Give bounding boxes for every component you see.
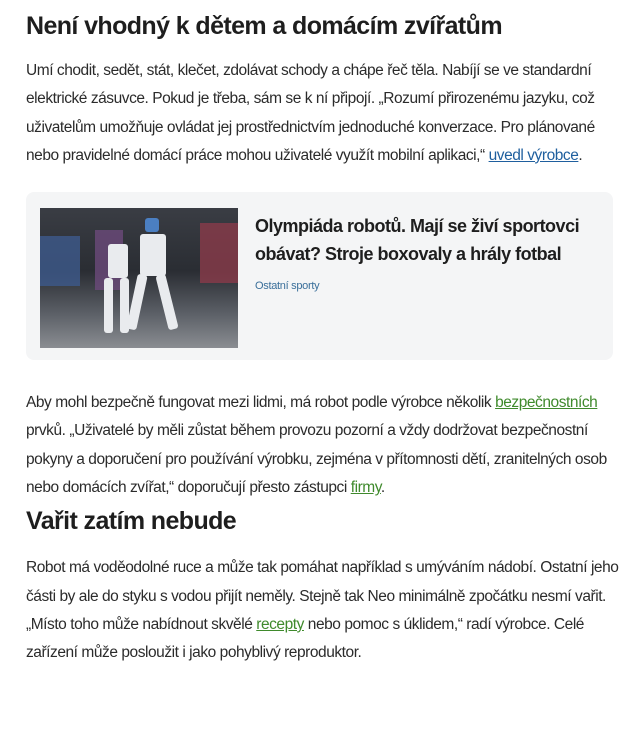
paragraph bbox=[26, 57, 623, 170]
section-heading: Vařit zatím nebude bbox=[26, 507, 237, 536]
source-link[interactable]: uvedl výrobce bbox=[488, 146, 579, 164]
company-link[interactable]: firmy bbox=[350, 479, 381, 497]
safety-link[interactable]: bezpečnostních bbox=[495, 394, 598, 412]
paragraph bbox=[26, 389, 623, 502]
recipes-link[interactable]: recepty bbox=[256, 615, 304, 633]
text: Robot má voděodolné ruce a může tak pomáhat například s umýváním nádobí. Ostatní jeho části by ale do styku s vodou přijít neměly. Stejně tak Neo minimálně zpočátku nesmí vařit. „Místo toho může nabídnout skvělé bbox=[26, 559, 619, 633]
section-heading: Není vhodný k dětem a domácím zvířatům bbox=[26, 12, 502, 40]
text: Umí chodit, sedět, stát, klečet, zdolávat schody a chápe řeč těla. Nabíjí se ve standardní elektrické zásuvce. Pokud je třeba, sám se k ní připojí. „Rozumí přirozenému jazyku, což uživatelům umožňuje ovládat jej prostřednictvím jednoduché konverzace. Pro plánované nebo pravidelné domácí práce mohou uživatelé využít mobilní aplikaci,“ bbox=[26, 62, 595, 164]
text: . bbox=[380, 479, 385, 497]
category-tag[interactable]: Ostatní sporty bbox=[255, 280, 320, 293]
related-article-title[interactable]: Olympiáda robotů. Mají se živí sportovci obávat? Stroje boxovaly a hrály fotbal bbox=[255, 216, 580, 265]
text: Aby mohl bezpečně fungovat mezi lidmi, má robot podle výrobce několik bbox=[26, 394, 496, 412]
text: nebo pomoc s úklidem,“ radí výrobce. Celé zařízení může posloužit i jako pohyblivý reproduktor. bbox=[26, 615, 584, 662]
related-article-image[interactable] bbox=[40, 208, 238, 348]
paragraph bbox=[26, 554, 623, 667]
text: prvků. „Uživatelé by měli zůstat během provozu pozorní a vždy dodržovat bezpečnostní pokyny a doporučení pro používání výrobku, zejména v přítomnosti dětí, zranitelných osob nebo domácích zvířat,“ doporučují přesto zástupci bbox=[26, 422, 607, 497]
related-article-card[interactable] bbox=[26, 192, 613, 360]
text: . bbox=[578, 146, 583, 164]
